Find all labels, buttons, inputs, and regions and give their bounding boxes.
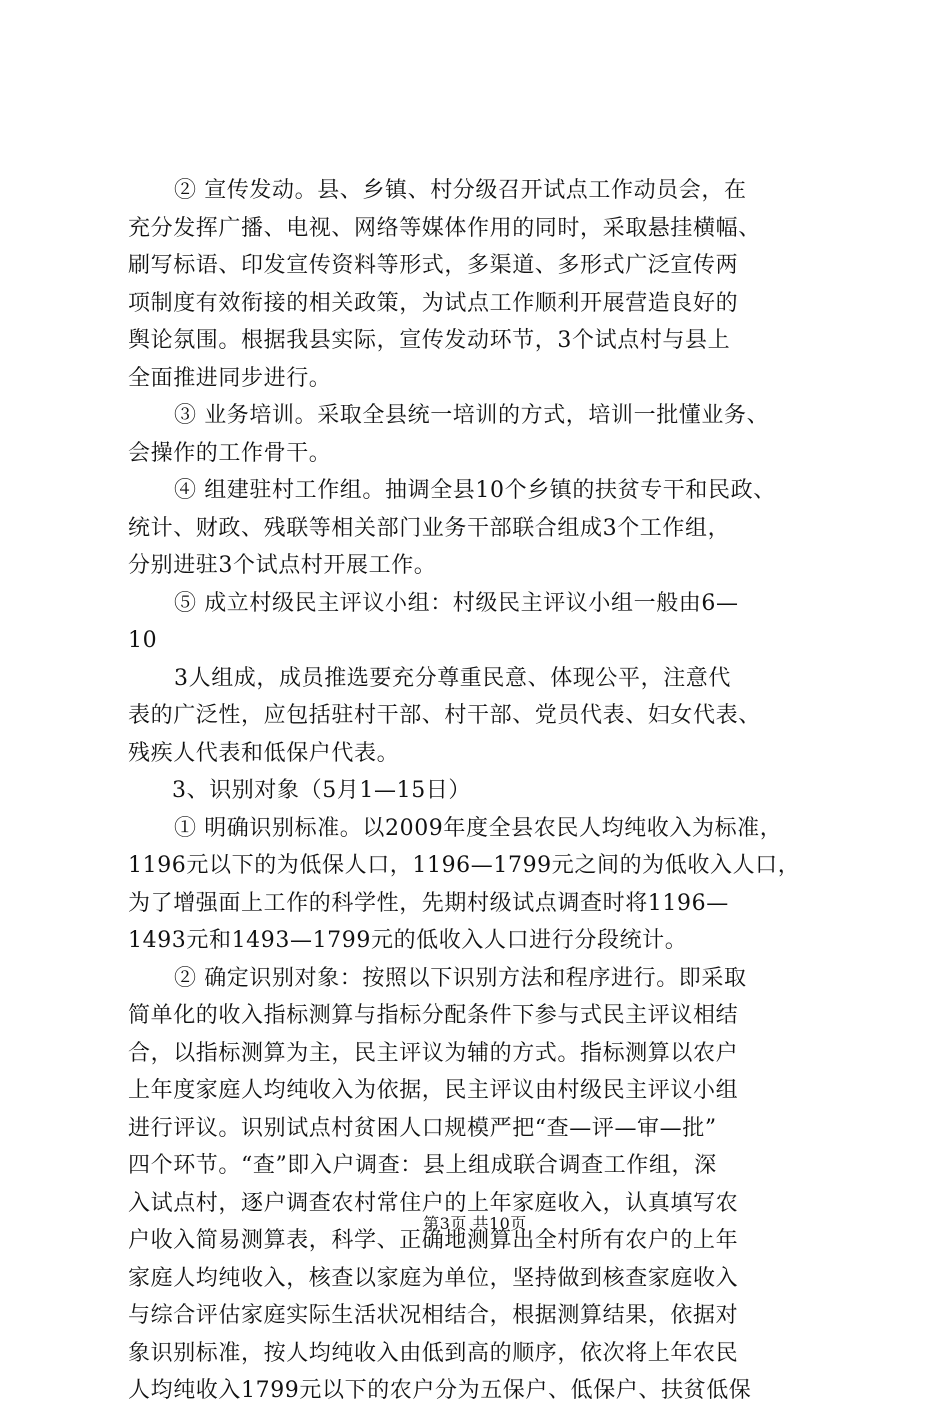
paragraph-line: ② 确定识别对象：按照以下识别方法和程序进行。即采取 [174,965,747,991]
section-heading: 3、识别对象（5月1—15日） [172,778,471,803]
paragraph-line: ② 宣传发动。县、乡镇、村分级召开试点工作动员会，在 [174,178,747,203]
paragraph-line: ⑤ 成立村级民主评议小组：村级民主评议小组一般由6— [174,590,739,616]
paragraph-line: 3人组成，成员推选要充分尊重民意、体现公平，注意代 [174,665,731,691]
paragraph-line: 上年度家庭人均纯收入为依据，民主评议由村级民主评议小组 [128,1078,739,1103]
paragraph-line: 会操作的工作骨干。 [128,440,332,466]
paragraph-line: 10 [128,628,158,653]
paragraph-line: ① 明确识别标准。以2009年度全县农民人均纯收入为标准， [174,815,783,841]
paragraph-line: 分别进驻3个试点村开展工作。 [128,553,437,578]
paragraph-line: 合，以指标测算为主，民主评议为辅的方式。指标测算以农户 [128,1040,739,1066]
paragraph-line: 表的广泛性，应包括驻村干部、村干部、党员代表、妇女代表、 [128,703,761,728]
paragraph-line: 统计、财政、残联等相关部门业务干部联合组成3个工作组， [128,515,731,541]
paragraph-line: 刷写标语、印发宣传资料等形式，多渠道、多形式广泛宣传两 [128,253,739,278]
paragraph-line: ③ 业务培训。采取全县统一培训的方式，培训一批懂业务、 [174,403,770,428]
paragraph-line: 进行评议。识别试点村贫困人口规模严把“查—评—审—批” [128,1115,717,1141]
paragraph-line: 户收入简易测算表，科学、正确地测算出全村所有农户的上年 [128,1228,739,1253]
paragraph-line: 舆论氛围。根据我县实际，宣传发动环节，3个试点村与县上 [128,328,731,353]
paragraph-line: 入试点村，逐户调查农村常住户的上年家庭收入，认真填写农 [128,1190,739,1216]
paragraph-line: 充分发挥广播、电视、网络等媒体作用的同时，采取悬挂横幅、 [128,215,761,241]
paragraph-line: 为了增强面上工作的科学性，先期村级试点调查时将1196— [128,890,729,916]
paragraph-line: 家庭人均纯收入，核查以家庭为单位，坚持做到核查家庭收入 [128,1265,739,1291]
paragraph-line: 1493元和1493—1799元的低收入人口进行分段统计。 [128,928,688,953]
paragraph-line: 人均纯收入1799元以下的农户分为五保户、低保户、扶贫低保 [128,1378,752,1403]
paragraph-line: 项制度有效衔接的相关政策，为试点工作顺利开展营造良好的 [128,290,739,316]
paragraph-line: 四个环节。“查”即入户调查：县上组成联合调查工作组，深 [128,1153,717,1178]
paragraph-line: ④ 组建驻村工作组。抽调全县10个乡镇的扶贫专干和民政、 [174,478,776,503]
page-number-footer: 第3页 共10页 [423,1214,527,1233]
paragraph-line: 与综合评估家庭实际生活状况相结合，根据测算结果，依据对 [128,1303,739,1328]
paragraph-line: 全面推进同步进行。 [128,365,332,391]
paragraph-line: 1196元以下的为低保人口，1196—1799元之间的为低收入人口， [128,853,801,878]
paragraph-line: 象识别标准，按人均纯收入由低到高的顺序，依次将上年农民 [128,1340,739,1366]
paragraph-line: 简单化的收入指标测算与指标分配条件下参与式民主评议相结 [128,1003,739,1028]
paragraph-line: 残疾人代表和低保户代表。 [128,740,400,766]
